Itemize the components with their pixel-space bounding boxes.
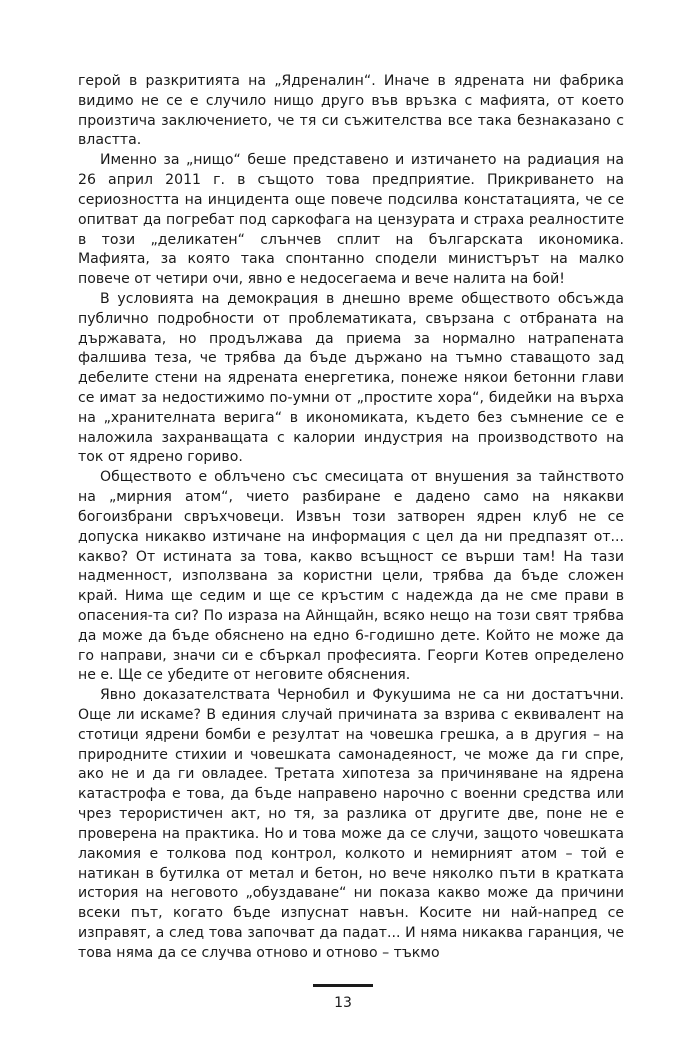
paragraph-1: герой в разкритията на „Ядреналин“. Иначе в ядрената ни фабрика видимо не се е случило нищо друго във връзка с мафията, от което произтича заключението, че тя си съжителства все така безнаказано с властта. [78, 73, 624, 149]
footer-rule [313, 984, 373, 987]
paragraph-3: В условията на демокрация в днешно време обществото обсъжда публично подробности от проблематиката, свързана с отбраната на държавата, но продължава да приема за нормално натрапената фалшива теза, че трябва да бъде държано на тъмно ставащото зад дебелите стени на ядрената енергетика, понеже някои бетонни глави се имат за недостижимо по-умни от „простите хора“, бидейки на върха на „хранителната верига“ в икономиката, където без съмнение се е наложила захранващата с калории индустрия на производството на ток от ядрено гориво. [78, 290, 624, 466]
paragraph-2: Именно за „нищо“ беше представено и изтичането на радиация на 26 април 2011 г. в същото това предприятие. Прикриването на сериозността на инцидента още повече подсилва констатацията, че се опитват да погребат под саркофага на цензурата и страха реалностите в този „деликатен“ слънчев сплит на българската икономика. Мафията, за която така спонтанно сподели министърът на малко повече от четири очи, явно е недосегаема и вече налита на бой! [78, 152, 624, 288]
paragraph-5: Явно доказателствата Чернобил и Фукушима не са ни достатъчни. Още ли искаме? В единия случай причината за взрива с еквивалент на стотици ядрени бомби е резултат на човешка грешка, а в другия – на природните стихии и човешката самонадеяност, че може да ги спре, ако не и да ги овладее. Третата хипотеза за причиняване на ядрена катастрофа е това, да бъде направено нарочно с военни средства или чрез терористичен акт, но тя, за разлика от другите две, поне не е проверена на практика. Но и това може да се случи, защото човешката лакомия е толкова под контрол, колкото и немирният атом – той е натикан в бутилка от метал и бетон, но вече няколко пъти в кратката история на неговото „обуздаване“ ни показа какво може да причини всеки път, когато бъде изпуснат навън. Косите ни най-напред се изправят, а след това започват да падат... И няма никаква гаранция, че това няма да се случва отново и отново – тъкмо [78, 687, 624, 961]
body-text [78, 72, 624, 964]
page-number: 13 [334, 995, 352, 1011]
paragraph-4: Обществото е облъчено със смесицата от внушения за тайнството на „мирния атом“, чието разбиране е дадено само на някакви богоизбрани свръхчовеци. Извън този затворен ядрен клуб не се допуска никакво изтичане на информация с цел да ни предпазят от... какво? От истината за това, какво всъщност се върши там! На тази надменност, използвана за користни цели, трябва да бъде сложен край. Нима ще седим и ще се кръстим с надежда да не сме прави в опасения-та си? По израза на Айнщайн, всяко нещо на този свят трябва да може да бъде обяснено на едно 6-годишно дете. Който не може да го направи, значи си е сбъркал професията. Георги Котев определено не е. Ще се убедите от неговите обяснения. [78, 469, 624, 684]
